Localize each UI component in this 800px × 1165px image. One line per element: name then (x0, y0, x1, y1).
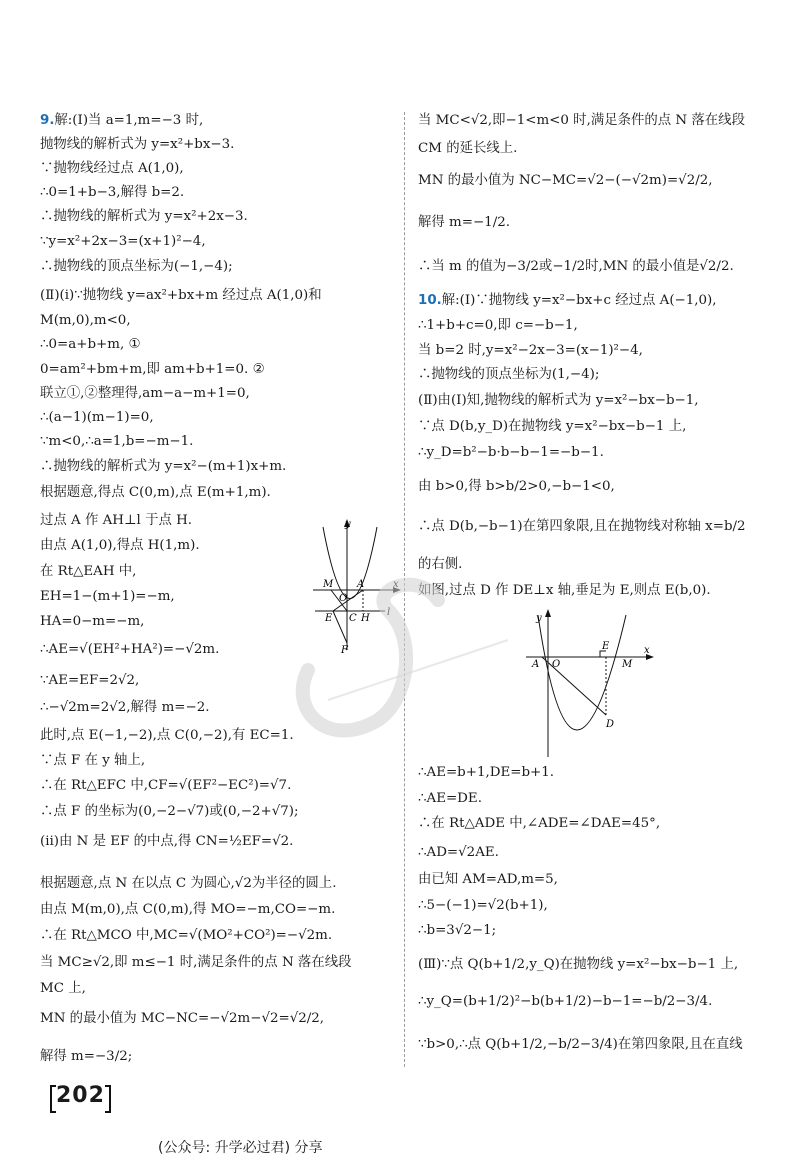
fig-left-x: x (393, 579, 399, 590)
right-line (418, 214, 510, 232)
left-line (40, 160, 184, 178)
left-line-text: HA=0−m=−m, (40, 614, 145, 629)
fig-left-A: A (357, 579, 365, 590)
right-line (418, 418, 686, 436)
left-line-text: 在 Rt△EAH 中, (40, 564, 137, 579)
right-line (418, 444, 604, 462)
question-number: 9. (40, 113, 55, 128)
left-line (40, 927, 332, 945)
left-line-text: 此时,点 E(−1,−2),点 C(0,−2),有 EC=1. (40, 728, 294, 743)
fig-right-M: M (622, 659, 633, 670)
left-line-text: ∴点 F 的坐标为(0,−2−√7)或(0,−2+√7); (40, 804, 299, 819)
fig-left-F: F (341, 645, 348, 655)
right-line (418, 871, 558, 889)
left-line (40, 803, 299, 821)
left-line-text: ∵抛物线经过点 A(1,0), (40, 161, 184, 176)
left-line (40, 752, 145, 770)
left-line (40, 312, 131, 330)
left-line-text: ∵AE=EF=2√2, (40, 673, 140, 688)
right-line-text: 解得 m=−1/2. (418, 215, 510, 230)
left-line-text: 0=am²+bm+m,即 am+b+1=0. ② (40, 362, 265, 377)
right-line (418, 897, 548, 915)
right-line (418, 815, 660, 833)
left-line (40, 613, 144, 631)
left-line (40, 1010, 324, 1028)
right-line (418, 140, 517, 158)
right-line (418, 956, 738, 974)
right-line-text: ∴点 D(b,−b−1)在第四象限,且在抛物线对称轴 x=b/2 (418, 519, 746, 534)
left-line (40, 537, 200, 555)
left-line (40, 136, 234, 154)
left-line-text: ∴在 Rt△MCO 中,MC=√(MO²+CO²)=−√2m. (40, 928, 333, 943)
left-line (40, 112, 203, 130)
left-line (40, 208, 248, 226)
left-line (40, 875, 336, 893)
right-line-text: ∵点 D(b,y_D)在抛物线 y=x²−bx−b−1 上, (418, 419, 687, 434)
right-line (418, 922, 496, 940)
left-line (40, 1048, 132, 1066)
left-line (40, 641, 219, 659)
page-number: 202 (56, 1083, 105, 1108)
left-line (40, 980, 86, 998)
fig-left-H: H (361, 613, 370, 624)
right-line (418, 292, 717, 310)
left-line (40, 833, 293, 851)
footer-credit: (公众号: 升学必过君) 分享 (158, 1140, 323, 1156)
left-line (40, 361, 265, 379)
left-line-text: ∴−√2m=2√2,解得 m=−2. (40, 700, 210, 715)
right-line-text: ∵b>0,∴点 Q(b+1/2,−b/2−3/4)在第四象限,且在直线 (418, 1037, 743, 1052)
left-line-text: ∴AE=√(EH²+HA²)=−√2m. (40, 642, 220, 657)
left-line (40, 954, 351, 972)
right-line-text: ∴1+b+c=0,即 c=−b−1, (418, 318, 578, 333)
left-line-text: ∴抛物线的顶点坐标为(−1,−4); (40, 259, 233, 274)
right-line-text: 的右侧. (418, 557, 463, 572)
left-line-text: 过点 A 作 AH⊥l 于点 H. (40, 513, 193, 528)
fig-left-E: E (325, 613, 333, 624)
fig-left-l: l (387, 607, 391, 618)
right-line (418, 993, 712, 1011)
right-line-text: ∴抛物线的顶点坐标为(1,−4); (418, 367, 600, 382)
right-line (418, 1036, 743, 1054)
left-line (40, 512, 192, 530)
fig-right-E: E (602, 641, 610, 652)
right-line (418, 392, 699, 410)
left-line-text: 抛物线的解析式为 y=x²+bx−3. (40, 137, 235, 152)
left-line-text: ∴在 Rt△EFC 中,CF=√(EF²−EC²)=√7. (40, 778, 292, 793)
left-line-text: ∵m<0,∴a=1,b=−m−1. (40, 434, 194, 449)
right-line (418, 478, 615, 496)
right-line (418, 172, 713, 190)
left-line-text: 解得 m=−3/2; (40, 1049, 133, 1064)
left-line (40, 184, 184, 202)
fig-right-O: O (552, 659, 561, 670)
right-line-text: (Ⅲ)∵点 Q(b+1/2,y_Q)在抛物线 y=x²−bx−b−1 上, (418, 957, 739, 972)
parabola-figure-right (522, 605, 662, 760)
left-line (40, 484, 271, 502)
right-line-text: ∴AE=b+1,DE=b+1. (418, 765, 555, 780)
left-line-text: 当 MC≥√2,即 m≤−1 时,满足条件的点 N 落在线段 (40, 955, 352, 970)
left-line-text: MN 的最小值为 MC−NC=−√2m−√2=√2/2, (40, 1011, 325, 1026)
fig-right-A: A (532, 659, 540, 670)
left-line-text: 联立①,②整理得,am−a−m+1=0, (40, 386, 250, 401)
left-line-text: ∴抛物线的解析式为 y=x²−(m+1)x+m. (40, 459, 287, 474)
left-line-text: M(m,0),m<0, (40, 313, 131, 328)
right-line-text: (Ⅱ)由(Ⅰ)知,抛物线的解析式为 y=x²−bx−b−1, (418, 393, 699, 408)
right-line (418, 844, 499, 862)
right-line-text: 当 b=2 时,y=x²−2x−3=(x−1)²−4, (418, 343, 643, 358)
fig-left-y: y (345, 519, 351, 530)
left-line-text: 根据题意,点 N 在以点 C 为圆心,√2为半径的圆上. (40, 876, 337, 891)
right-line-text: MN 的最小值为 NC−MC=√2−(−√2m)=√2/2, (418, 173, 713, 188)
fig-right-x: x (644, 645, 650, 656)
left-line (40, 458, 286, 476)
fig-right-y: y (536, 613, 542, 624)
right-line-text: 当 MC<√2,即−1<m<0 时,满足条件的点 N 落在线段 (418, 113, 745, 128)
right-line (418, 790, 482, 808)
left-line-text: (Ⅱ)(ⅰ)∵抛物线 y=ax²+bx+m 经过点 A(1,0)和 (40, 288, 322, 303)
left-line-text: ∴0=a+b+m, ① (40, 337, 141, 352)
left-line (40, 588, 175, 606)
right-line (418, 764, 554, 782)
left-line-text: 由点 M(m,0),点 C(0,m),得 MO=−m,CO=−m. (40, 902, 336, 917)
right-line (418, 518, 746, 536)
left-line (40, 672, 139, 690)
left-line-text: EH=1−(m+1)=−m, (40, 589, 175, 604)
parabola-figure-left (305, 515, 405, 655)
right-line (418, 556, 462, 574)
fig-left-O: O (339, 593, 348, 604)
fig-left-C: C (349, 613, 357, 624)
right-line-text: ∴在 Rt△ADE 中,∠ADE=∠DAE=45°, (418, 816, 661, 831)
right-line-text: ∴AD=√2AE. (418, 845, 499, 860)
left-line-text: 解:(Ⅰ)当 a=1,m=−3 时, (54, 113, 204, 128)
left-line-text: ∴0=1+b−3,解得 b=2. (40, 185, 185, 200)
left-line (40, 433, 193, 451)
left-line (40, 385, 250, 403)
right-line-text: ∴y_D=b²−b·b−b−1=−b−1. (418, 445, 604, 460)
right-line (418, 317, 578, 335)
question-number: 10. (418, 293, 442, 308)
right-line-text: CM 的延长线上. (418, 141, 518, 156)
left-line (40, 258, 233, 276)
left-line (40, 727, 294, 745)
right-line-text: ∴当 m 的值为−3/2或−1/2时,MN 的最小值是√2/2. (418, 259, 734, 274)
right-line (418, 112, 745, 130)
left-line-text: ∴(a−1)(m−1)=0, (40, 410, 154, 425)
left-line (40, 233, 206, 251)
fig-right-D: D (606, 719, 615, 730)
right-line-text: ∴y_Q=(b+1/2)²−b(b+1/2)−b−1=−b/2−3/4. (418, 994, 713, 1009)
right-line-text: 由已知 AM=AD,m=5, (418, 872, 558, 887)
left-line-text: 根据题意,得点 C(0,m),点 E(m+1,m). (40, 485, 271, 500)
left-line-text: ∴抛物线的解析式为 y=x²+2x−3. (40, 209, 248, 224)
left-line (40, 409, 154, 427)
right-line (418, 366, 599, 384)
right-line-text: ∴AE=DE. (418, 791, 482, 806)
left-line (40, 901, 335, 919)
left-line-text: ∵点 F 在 y 轴上, (40, 753, 146, 768)
left-line (40, 287, 322, 305)
left-line (40, 336, 140, 354)
left-line-text: 由点 A(1,0),得点 H(1,m). (40, 538, 200, 553)
right-line-text: 如图,过点 D 作 DE⊥x 轴,垂足为 E,则点 E(b,0). (418, 583, 711, 598)
left-line (40, 563, 136, 581)
right-line-text: ∴5−(−1)=√2(b+1), (418, 898, 548, 913)
right-line (418, 258, 734, 276)
left-line-text: (ⅱ)由 N 是 EF 的中点,得 CN=½EF=√2. (40, 834, 294, 849)
left-line (40, 777, 291, 795)
right-line (418, 342, 643, 360)
right-line (418, 582, 711, 600)
right-line-text: 解:(Ⅰ)∵抛物线 y=x²−bx+c 经过点 A(−1,0), (441, 293, 717, 308)
fig-left-M: M (323, 579, 334, 590)
left-line-text: ∵y=x²+2x−3=(x+1)²−4, (40, 234, 206, 249)
right-line-text: ∴b=3√2−1; (418, 923, 497, 938)
right-line-text: 由 b>0,得 b>b/2>0,−b−1<0, (418, 479, 615, 494)
left-line (40, 699, 210, 717)
left-line-text: MC 上, (40, 981, 86, 996)
